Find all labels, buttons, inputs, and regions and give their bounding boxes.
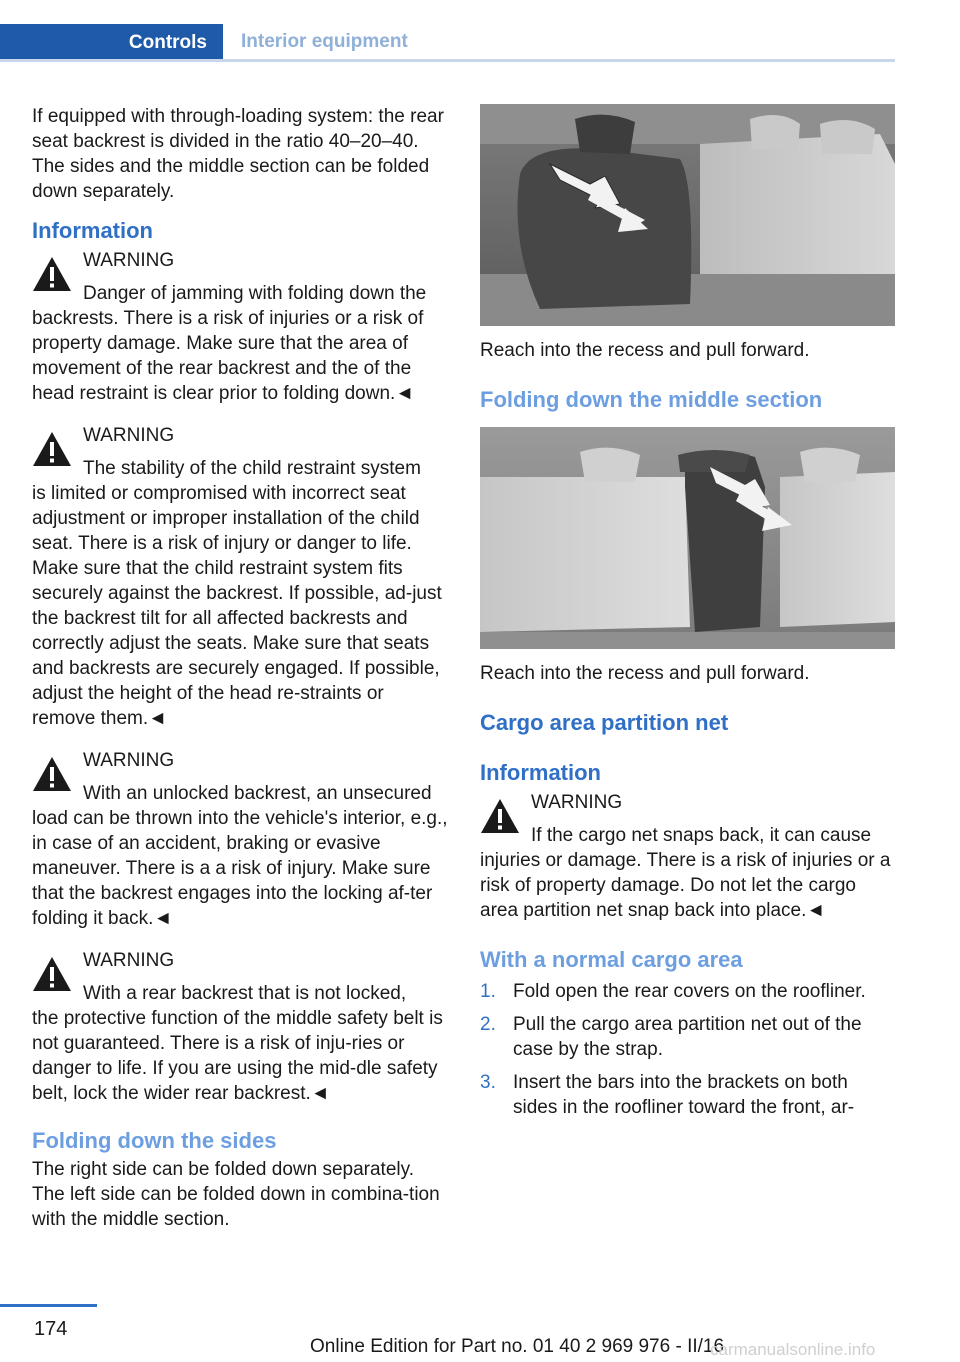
right-column bbox=[480, 104, 896, 1128]
warning-triangle-icon bbox=[480, 798, 520, 834]
tab-interior-equipment[interactable]: Interior equipment bbox=[241, 30, 408, 52]
edition-text: Online Edition for Part no. 01 40 2 969 976 - II/16 bbox=[310, 1336, 725, 1357]
warning-text-first-line: With an unlocked backrest, an unsecured bbox=[83, 783, 432, 804]
warning-title: WARNING bbox=[531, 792, 623, 813]
folding-sides-text: The right side can be folded down separately. The left side can be folded down in combina-tion with the middle section. bbox=[32, 1159, 440, 1230]
normal-cargo-heading: With a normal cargo area bbox=[480, 947, 743, 972]
warning-title: WARNING bbox=[83, 950, 175, 971]
rear-seat-middle-folding-photo bbox=[480, 427, 895, 649]
list-item bbox=[480, 1070, 896, 1120]
step-text: Pull the cargo area partition net out of the case by the strap. bbox=[513, 1014, 862, 1060]
warning-text: is limited or compromised with incorrect seat adjustment or improper installation of the child seat. There is a risk of injury or danger to life. Make sure that the child restraint system fits securely against the backrest. If possible, ad-just the backrest tilt for all affected backrests and correctly adjust the seats. Make sure that seats and backrests are securely engaged. If possible, adjust the height of the head re-straints or remove them.◄ bbox=[32, 483, 442, 729]
footer-rule bbox=[0, 1304, 97, 1307]
warning-block-1 bbox=[32, 248, 448, 406]
list-item bbox=[480, 979, 896, 1004]
warning-text: load can be thrown into the vehicle's interior, e.g., in case of an accident, braking or evasive maneuver. There is a a risk of injury. Make sure that the backrest engages into the locking af-ter folding it back.◄ bbox=[32, 808, 448, 929]
warning-block-4 bbox=[32, 948, 448, 1106]
warning-text: backrests. There is a risk of injuries or a risk of property damage. Make sure that the area of movement of the rear backrest and the of the head restraint is clear prior to folding down.◄ bbox=[32, 308, 424, 404]
warning-triangle-icon bbox=[32, 756, 72, 792]
warning-block-3 bbox=[32, 748, 448, 931]
step-number: 1. bbox=[480, 981, 496, 1002]
warning-title: WARNING bbox=[83, 425, 175, 446]
page-header bbox=[0, 24, 895, 62]
photo-caption-1: Reach into the recess and pull forward. bbox=[480, 340, 810, 361]
warning-text-first-line: If the cargo net snaps back, it can cause bbox=[531, 825, 872, 846]
cargo-net-information-heading: Information bbox=[480, 760, 601, 785]
folding-middle-heading: Folding down the middle section bbox=[480, 387, 823, 412]
information-heading: Information bbox=[32, 218, 153, 243]
watermark: carmanualsonline.info bbox=[710, 1340, 876, 1359]
page-number: 174 bbox=[34, 1318, 68, 1340]
warning-triangle-icon bbox=[32, 956, 72, 992]
warning-text-first-line: With a rear backrest that is not locked, bbox=[83, 983, 407, 1004]
warning-text: the protective function of the middle safety belt is not guaranteed. There is a risk of inju-ries or danger to life. If you are using the mid-dle safety belt, lock the wider rear backrest.◄ bbox=[32, 1008, 443, 1104]
intro-paragraph: If equipped with through-loading system: the rear seat backrest is divided in the ratio 40–20–40. The sides and the middle section can be folded down separately. bbox=[32, 106, 444, 202]
warning-title: WARNING bbox=[83, 250, 175, 271]
warning-text-first-line: Danger of jamming with folding down the bbox=[83, 283, 427, 304]
step-text: Insert the bars into the brackets on both sides in the roofliner toward the front, ar- bbox=[513, 1072, 855, 1118]
tab-controls[interactable]: Controls bbox=[0, 24, 223, 62]
cargo-net-warning-block bbox=[480, 790, 896, 923]
step-number: 2. bbox=[480, 1014, 496, 1035]
step-text: Fold open the rear covers on the roofliner. bbox=[513, 981, 866, 1002]
list-item bbox=[480, 1012, 896, 1062]
warning-title: WARNING bbox=[83, 750, 175, 771]
warning-text: injuries or damage. There is a risk of injuries or a risk of property damage. Do not let the cargo area partition net snap back into place.◄ bbox=[480, 850, 891, 921]
folding-sides-heading: Folding down the sides bbox=[32, 1128, 277, 1153]
warning-triangle-icon bbox=[32, 256, 72, 292]
header-rule bbox=[0, 59, 895, 62]
photo-caption-2: Reach into the recess and pull forward. bbox=[480, 663, 810, 684]
steps-list bbox=[480, 979, 896, 1120]
warning-triangle-icon bbox=[32, 431, 72, 467]
left-column bbox=[32, 104, 448, 1232]
step-number: 3. bbox=[480, 1072, 496, 1093]
cargo-net-heading: Cargo area partition net bbox=[480, 710, 729, 735]
warning-text-first-line: The stability of the child restraint system bbox=[83, 458, 421, 479]
rear-seat-side-folding-photo bbox=[480, 104, 895, 326]
warning-block-2 bbox=[32, 423, 448, 731]
